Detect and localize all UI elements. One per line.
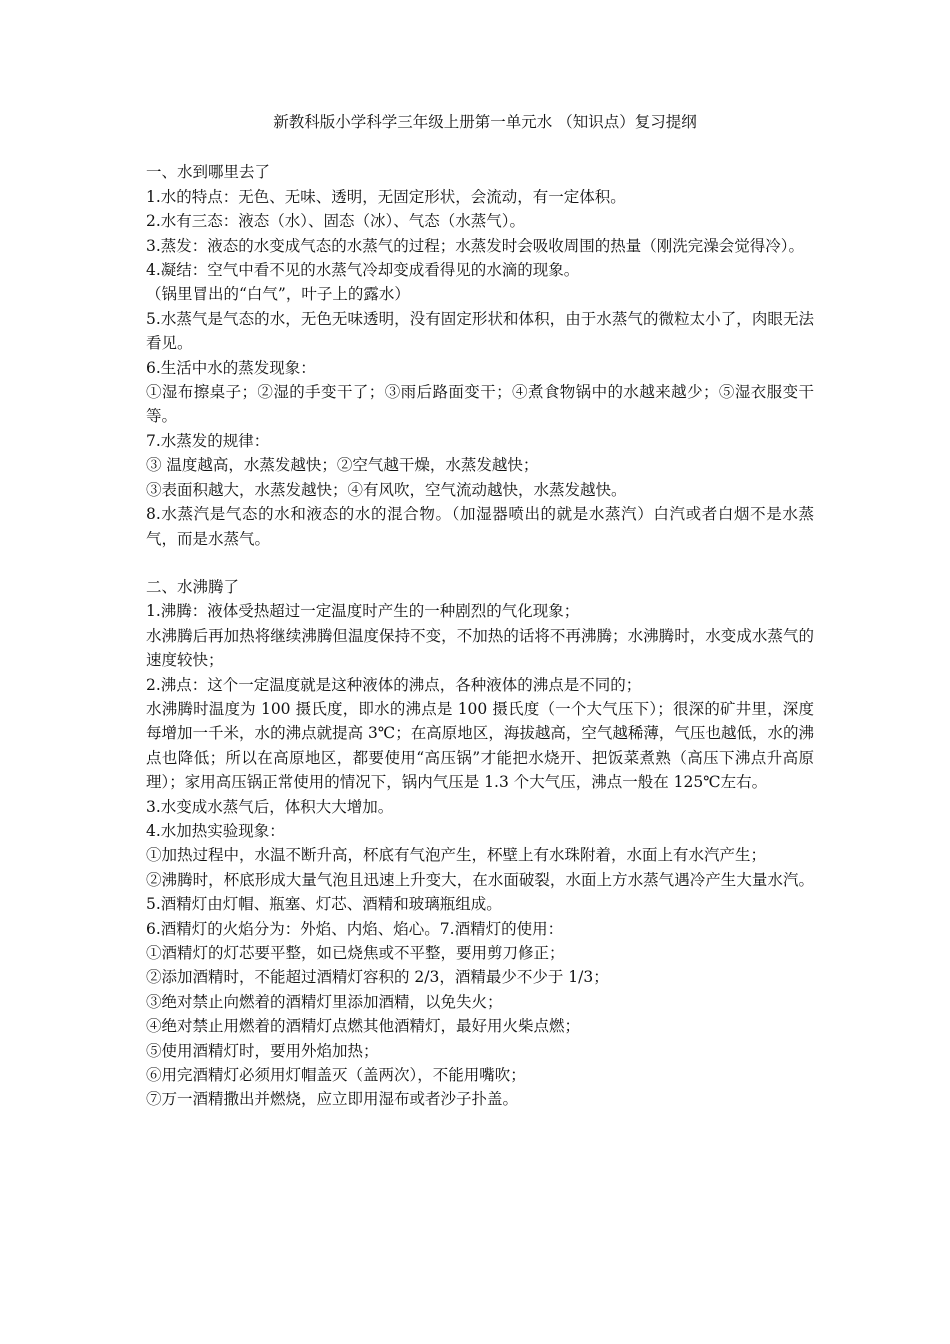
- paragraph-line: 2.水有三态：液态（水）、固态（冰）、气态（水蒸气）。: [146, 212, 526, 231]
- paragraph-line: 5.水蒸气是气态的水，无色无味透明，没有固定形状和体积，由于水蒸气的微粒太小了，肉眼无法看见。: [146, 309, 814, 353]
- paragraph-line: 3.蒸发：液态的水变成气态的水蒸气的过程；水蒸发时会吸收周围的热量（刚洗完澡会觉得冷）。: [146, 236, 805, 255]
- section-spacer: [146, 551, 814, 575]
- paragraph-line: ④绝对禁止用燃着的酒精灯点燃其他酒精灯，最好用火柴点燃；: [146, 1017, 581, 1036]
- paragraph-line: ⑥用完酒精灯必须用灯帽盖灭（盖两次），不能用嘴吹；: [146, 1066, 526, 1085]
- paragraph-line: 1.沸腾：液体受热超过一定温度时产生的一种剧烈的气化现象；: [146, 602, 580, 621]
- paragraph-line: 3.水变成水蒸气后，体积大大增加。: [146, 797, 394, 816]
- paragraph-line: ②添加酒精时，不能超过酒精灯容积的 2/3，酒精最少不少于 1/3；: [146, 968, 609, 987]
- section-2-heading: 二、水沸腾了: [146, 577, 240, 596]
- paragraph-line: 2.沸点：这个一定温度就是这种液体的沸点，各种液体的沸点是不同的；: [146, 675, 642, 694]
- document-title: 新教科版小学科学三年级上册第一单元水 （知识点）复习提纲: [273, 113, 697, 131]
- paragraph-line: ①湿布擦桌子；②湿的手变干了；③雨后路面变干；④煮食物锅中的水越来越少；⑤湿衣服变干等。: [146, 383, 814, 426]
- paragraph-line: ①加热过程中，水温不断升高，杯底有气泡产生，杯壁上有水珠附着，水面上有水汽产生；: [146, 846, 767, 865]
- paragraph-line: ③ 温度越高，水蒸发越快；②空气越干燥，水蒸发越快；: [146, 456, 539, 475]
- paragraph-line: （锅里冒出的“白气”，叶子上的露水）: [146, 285, 410, 304]
- paragraph-line: ③表面积越大，水蒸发越快；④有风吹，空气流动越快，水蒸发越快。: [146, 480, 627, 499]
- paragraph-line: ①酒精灯的灯芯要平整，如已烧焦或不平整，要用剪刀修正；: [146, 944, 565, 962]
- paragraph-line: 1.水的特点：无色、无味、透明，无固定形状，会流动，有一定体积。: [146, 187, 626, 206]
- paragraph-line: 4.水加热实验现象：: [146, 821, 285, 840]
- paragraph-line: ②沸腾时，杯底形成大量气泡且迅速上升变大，在水面破裂，水面上方水蒸气遇冷产生大量水汽。5.酒精灯由灯帽、瓶塞、灯芯、酒精和玻璃瓶组成。: [146, 870, 814, 914]
- section-1-heading: 一、水到哪里去了: [146, 163, 271, 182]
- paragraph-line: ⑤使用酒精灯时，要用外焰加热；: [146, 1041, 379, 1060]
- paragraph-line: 水沸腾时温度为 100 摄氏度，即水的沸点是 100 摄氏度（一个大气压下）；很深的矿井里，深度每增加一千米，水的沸点就提高 3℃；在高原地区，海拔越高，空气越稀薄，气压也越低，水的沸点也降低；所以在高原地区，都要使用“高压锅”才能把水烧开、把饭菜煮熟（高压下沸点升高原理）；家用高压锅正常使用的情况下，锅内气压是 1.3 个大气压，沸点一般在 125℃左右。: [146, 699, 814, 792]
- paragraph-line: 6.生活中水的蒸发现象：: [146, 358, 316, 377]
- paragraph-line: ③绝对禁止向燃着的酒精灯里添加酒精，以免失火；: [146, 992, 503, 1011]
- paragraph-line: 4.凝结：空气中看不见的水蒸气冷却变成看得见的水滴的现象。: [146, 261, 580, 280]
- paragraph-line: 7.水蒸发的规律：: [146, 431, 270, 450]
- paragraph-line: 水沸腾后再加热将继续沸腾但温度保持不变，不加热的话将不再沸腾；水沸腾时，水变成水蒸气的速度较快；: [146, 626, 814, 670]
- paragraph-line: 8.水蒸汽是气态的水和液态的水的混合物。（加湿器喷出的就是水蒸汽）白汽或者白烟不是水蒸气，而是水蒸气。: [146, 505, 814, 548]
- paragraph-line: ⑦万一酒精撒出并燃烧，应立即用湿布或者沙子扑盖。: [146, 1090, 519, 1109]
- paragraph-line: 6.酒精灯的火焰分为：外焰、内焰、焰心。7.酒精灯的使用：: [146, 919, 564, 938]
